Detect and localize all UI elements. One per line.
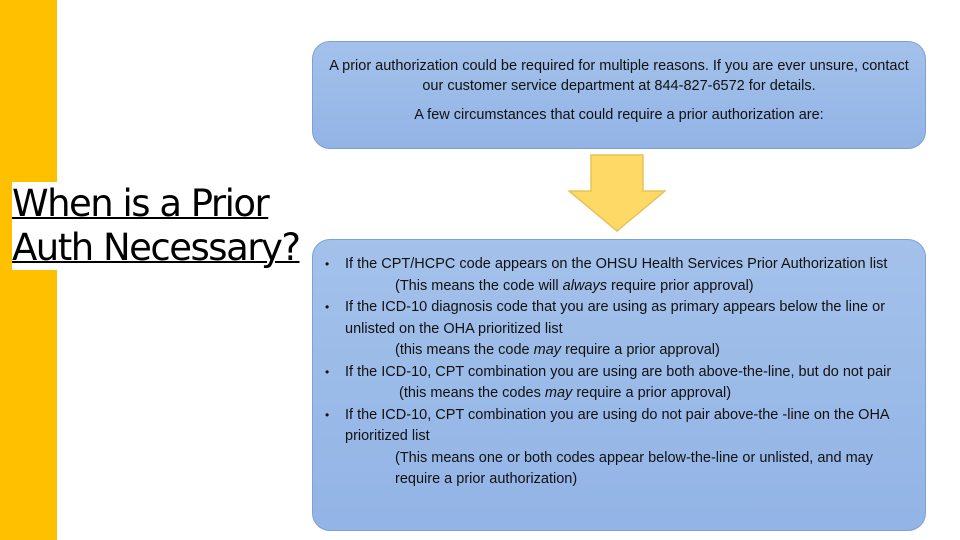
bullet-text: If the ICD-10 diagnosis code that you are using as primary appears below the line or unlisted on the OHA prioritized list [345,299,886,337]
circumstances-box [312,239,926,531]
bullet-note: (This means one or both codes appear below-the-line or unlisted, and may require a prior authorization) [395,449,873,487]
list-item [325,362,915,405]
bullet-icon: • [325,364,330,379]
list-item [325,254,915,297]
accent-bar [0,0,57,540]
title-line-2: Auth Necessary? [12,226,300,269]
list-item [325,405,915,491]
intro-box [312,41,926,149]
bullet-text: If the CPT/HCPC code appears on the OHSU Health Services Prior Authorization list [345,256,888,272]
circumstances-list [325,254,915,491]
bullet-icon: • [325,407,330,422]
bullet-note: (this means the codes may require a prior approval) [399,385,732,401]
bullet-note: (this means the code may require a prior approval) [395,342,720,358]
list-item [325,297,915,362]
bullet-icon: • [325,300,330,314]
intro-lead: A few circumstances that could require a prior authorization are: [414,107,824,123]
bullet-icon: • [325,257,330,271]
down-arrow-icon [568,154,666,232]
title-line-1: When is a Prior [12,182,269,225]
page-title [12,182,312,270]
intro-text: A prior authorization could be required for multiple reasons. If you are ever unsure, contact our customer service department at 844-827-6572 for details. [329,58,909,94]
bullet-text: If the ICD-10, CPT combination you are using are both above-the-line, but do not pair [345,363,892,380]
bullet-note: (This means the code will always require prior approval) [395,277,754,294]
bullet-text: If the ICD-10, CPT combination you are using do not pair above-the -line on the OHA prioritized list [345,406,889,444]
